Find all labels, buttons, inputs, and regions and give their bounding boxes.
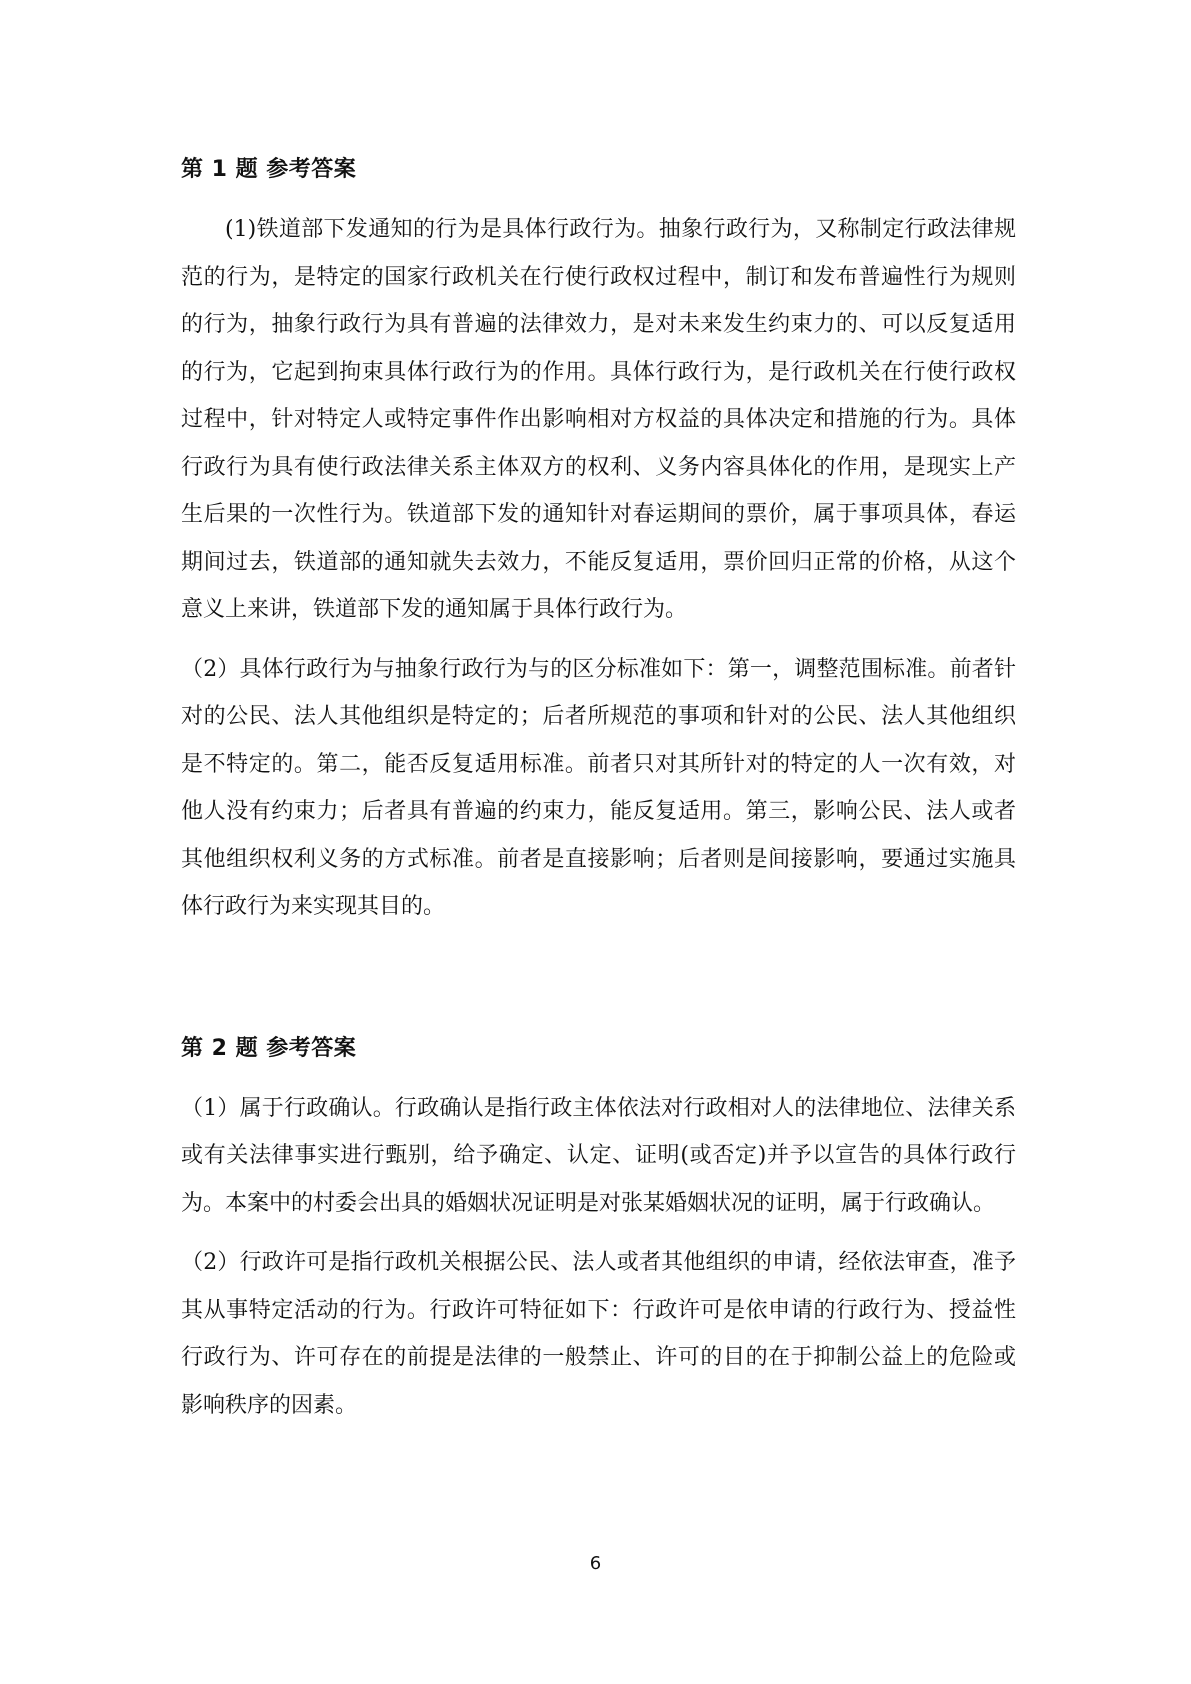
section-spacer xyxy=(181,943,1016,1029)
answer-section-2 xyxy=(181,1029,1016,1430)
document-body xyxy=(181,150,1016,1441)
section-heading: 第 2 题 参考答案 xyxy=(181,1035,357,1061)
answer-paragraph: （1）属于行政确认。行政确认是指行政主体依法对行政相对人的法律地位、法律关系或有关法律事实进行甄别，给予确定、认定、证明(或否定)并予以宣告的具体行政行为。本案中的村委会出具的婚姻状况证明是对张某婚姻状况的证明，属于行政确认。 xyxy=(181,1095,1016,1216)
answer-paragraph: (1)铁道部下发通知的行为是具体行政行为。抽象行政行为，又称制定行政法律规范的行为，是特定的国家行政机关在行使行政权过程中，制订和发布普遍性行为规则的行为，抽象行政行为具有普遍的法律效力，是对未来发生约束力的、可以反复适用的行为，它起到拘束具体行政行为的作用。具体行政行为，是行政机关在行使行政权过程中，针对特定人或特定事件作出影响相对方权益的具体决定和措施的行为。具体行政行为具有使行政法律关系主体双方的权利、义务内容具体化的作用，是现实上产生后果的一次性行为。铁道部下发的通知针对春运期间的票价，属于事项具体，春运期间过去，铁道部的通知就失去效力，不能反复适用，票价回归正常的价格，从这个意义上来讲，铁道部下发的通知属于具体行政行为。 xyxy=(181,217,1016,622)
answer-paragraph: （2）行政许可是指行政机关根据公民、法人或者其他组织的申请，经依法审查，准予其从事特定活动的行为。行政许可特征如下：行政许可是依申请的行政行为、授益性行政行为、许可存在的前提是法律的一般禁止、许可的目的在于抑制公益上的危险或影响秩序的因素。 xyxy=(181,1250,1016,1418)
answer-paragraph: （2）具体行政行为与抽象行政行为与的区分标准如下：第一，调整范围标准。前者针对的公民、法人其他组织是特定的；后者所规范的事项和针对的公民、法人其他组织是不特定的。第二，能否反复适用标准。前者只对其所针对的特定的人一次有效，对他人没有约束力；后者具有普遍的约束力，能反复适用。第三，影响公民、法人或者其他组织权利义务的方式标准。前者是直接影响；后者则是间接影响，要通过实施具体行政行为来实现其目的。 xyxy=(181,656,1016,919)
answer-section-1 xyxy=(181,150,1016,931)
page-number: 6 xyxy=(589,1553,602,1574)
section-heading: 第 1 题 参考答案 xyxy=(181,157,357,182)
